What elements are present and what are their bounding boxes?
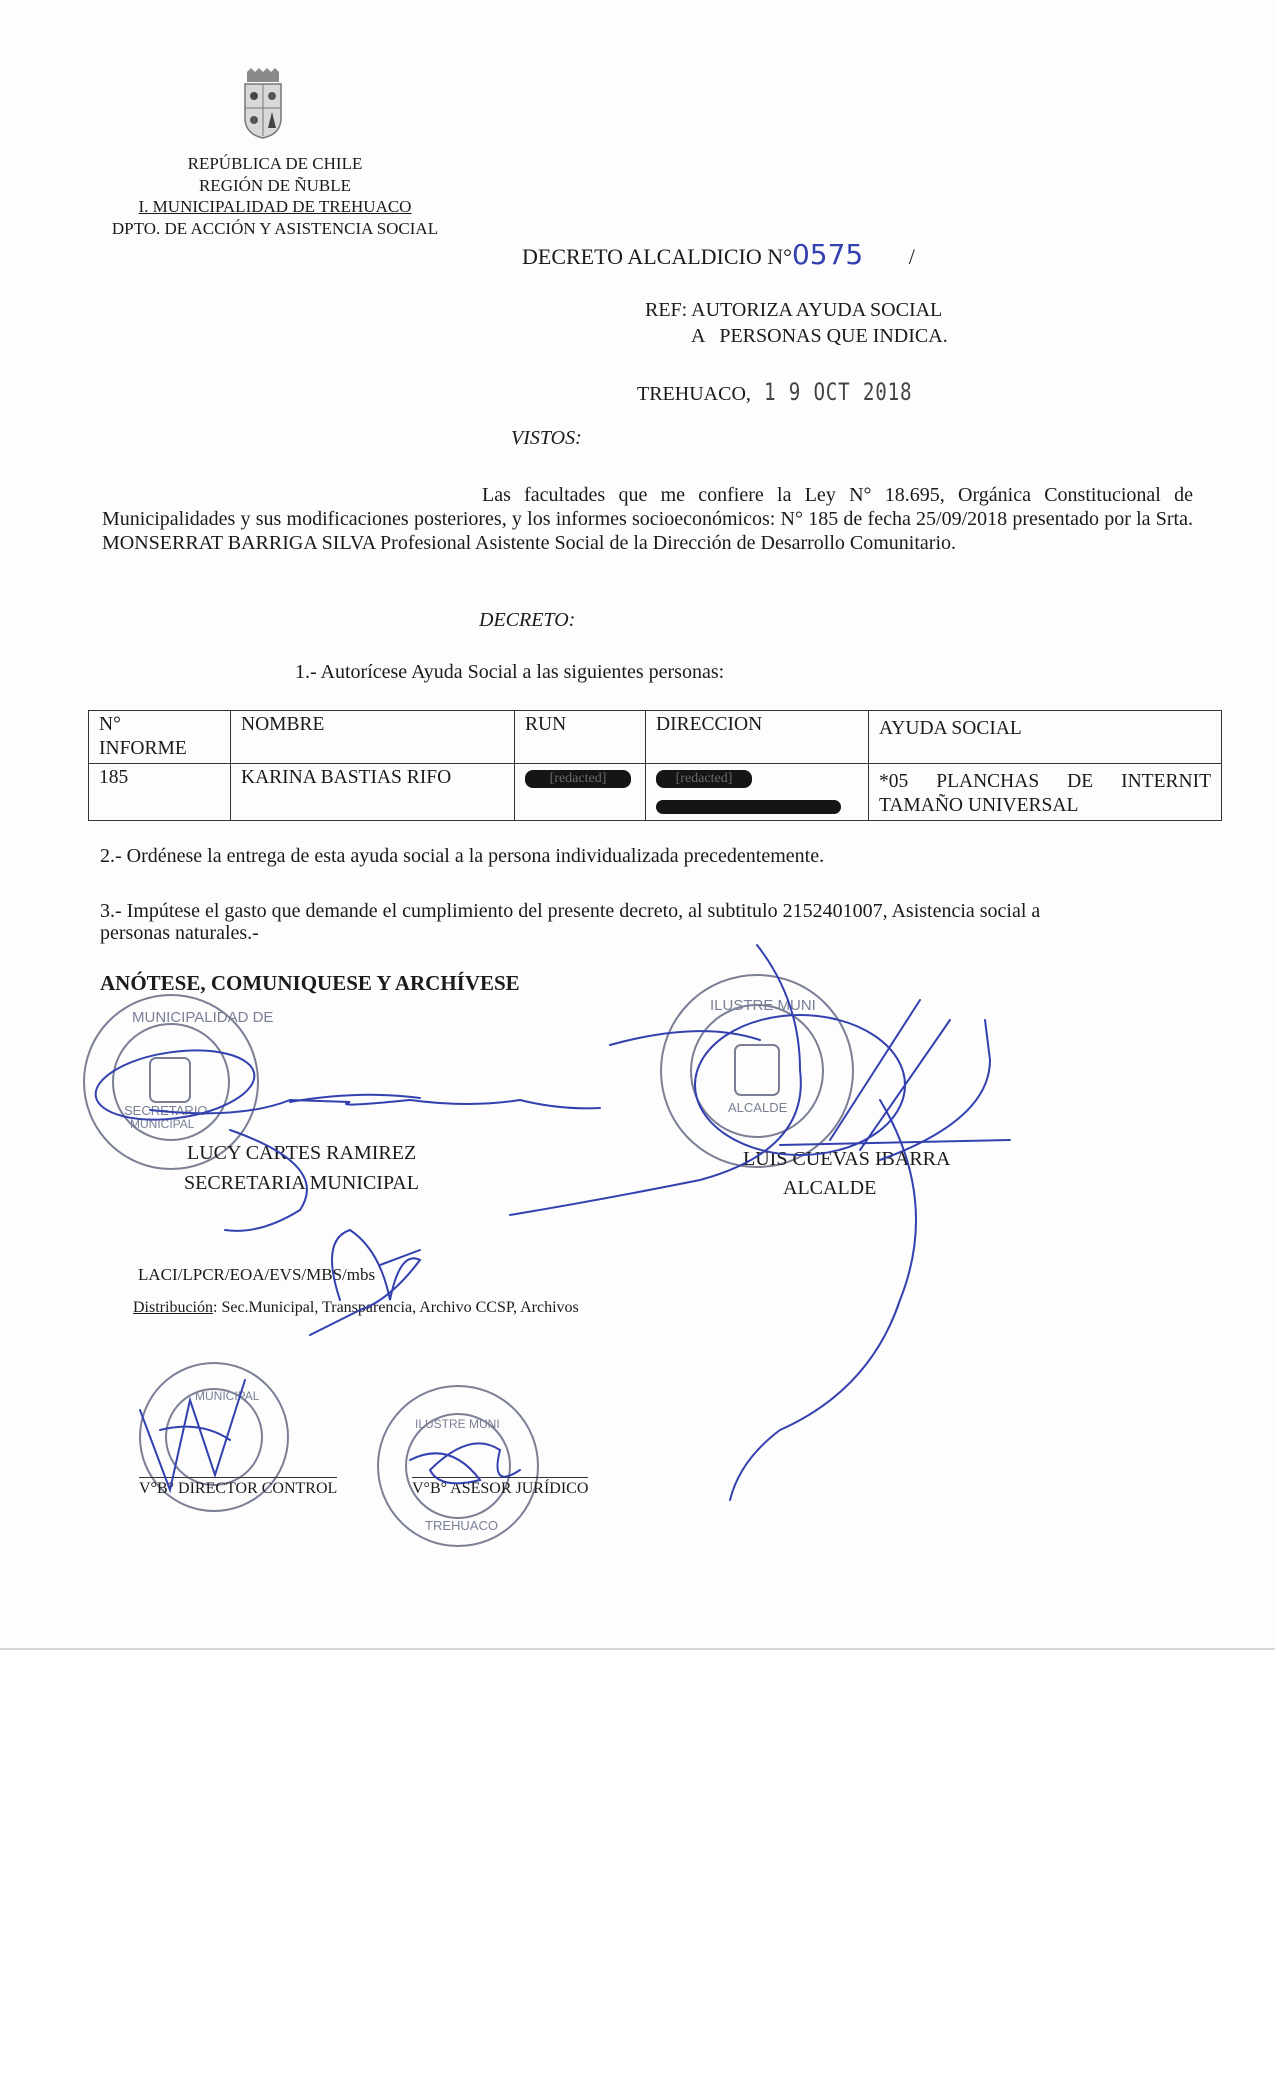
legal-approval: V°B° ASESOR JURÍDICO [412, 1477, 588, 1498]
decreto-heading: DECRETO: [479, 609, 576, 631]
place: TREHUACO, [637, 383, 751, 405]
closing-formula: ANÓTESE, COMUNIQUESE Y ARCHÍVESE [100, 971, 520, 995]
run-redaction: [redacted] [525, 770, 631, 788]
svg-text:ILUSTRE MUNI: ILUSTRE MUNI [710, 997, 816, 1014]
header-municipality: I. MUNICIPALIDAD DE TREHUACO [138, 197, 412, 216]
decree-title [522, 238, 915, 271]
ref-line-2: A PERSONAS QUE INDICA. [691, 325, 948, 347]
header-region: REGIÓN DE ÑUBLE [198, 175, 352, 195]
vistos-paragraph: Las facultades que me confiere la Ley N° 18.695, Orgánica Constitucional de Municipalidades y sus modificaciones posteriores, y los informes socioeconómicos: N° 185 de fecha 25/09/2018 presentado por la Srta. MONSERRAT BARRIGA SILVA Profesional Asistente Social de la Dirección de Desarrollo Comunitario. [102, 484, 1193, 554]
header-department: DPTO. DE ACCIÓN Y ASISTENCIA SOCIAL [111, 218, 439, 238]
ref-line-1: REF: AUTORIZA AYUDA SOCIAL [645, 299, 943, 321]
cell-informe: 185 [89, 764, 231, 821]
svg-text:ALCALDE: ALCALDE [728, 1100, 788, 1115]
stamp-legal-icon [378, 1386, 538, 1546]
decreto-item-1: 1.- Autorícese Ayuda Social a las siguientes personas: [295, 661, 725, 683]
svg-text:MUNICIPAL: MUNICIPAL [130, 1117, 195, 1131]
control-signature-icon [140, 1380, 245, 1490]
column-header-informe: N° INFORME [89, 711, 231, 764]
stamp-mayor-icon [661, 975, 853, 1167]
cell-ayuda: *05 PLANCHAS DE INTERNIT TAMAÑO UNIVERSAL [869, 764, 1222, 821]
svg-text:MUNICIPAL: MUNICIPAL [195, 1389, 260, 1403]
coat-of-arms-icon [241, 68, 285, 140]
decree-slash: / [908, 244, 915, 269]
table-header-row [89, 711, 1222, 764]
svg-text:MUNICIPALIDAD DE: MUNICIPALIDAD DE [132, 1009, 274, 1026]
decree-title-label: DECRETO ALCALDICIO N° [522, 244, 792, 269]
decreto-item-3-cont: personas naturales.- [100, 922, 259, 944]
distribution-line [133, 1299, 579, 1317]
secretary-title: SECRETARIA MUNICIPAL [184, 1172, 419, 1194]
header-block [75, 153, 475, 239]
column-header-nombre: NOMBRE [231, 711, 515, 764]
svg-text:TREHUACO: TREHUACO [425, 1518, 498, 1533]
svg-text:ILUSTRE MUNI: ILUSTRE MUNI [415, 1417, 500, 1431]
distribution-label: Distribución [133, 1299, 213, 1316]
direccion-redaction-line-2 [656, 800, 841, 814]
decree-number: 0575 [791, 238, 864, 271]
direccion-redaction: [redacted] [656, 770, 752, 788]
date-stamp: 1 9 OCT 2018 [763, 378, 913, 406]
column-header-direccion: DIRECCION [646, 711, 869, 764]
column-header-ayuda: AYUDA SOCIAL [869, 711, 1222, 764]
secretary-name: LUCY CARTES RAMIREZ [187, 1142, 417, 1164]
decreto-item-3: 3.- Impútese el gasto que demande el cumplimiento del presente decreto, al subtitulo 2152401007, Asistencia social a [100, 900, 1041, 922]
mayor-name: LUIS CUEVAS IBARRA [743, 1148, 951, 1170]
svg-text:SECRETARIO: SECRETARIO [124, 1103, 208, 1118]
beneficiaries-table [88, 710, 1222, 821]
mayor-title: ALCALDE [783, 1177, 877, 1199]
column-header-run: RUN [515, 711, 646, 764]
cell-direccion-redacted [646, 764, 869, 821]
place-date [637, 378, 949, 406]
secretary-signature-icon [91, 1041, 600, 1231]
vistos-heading: VISTOS: [511, 427, 582, 449]
table-row [89, 764, 1222, 821]
initials-line: LACI/LPCR/EOA/EVS/MBS/mbs [138, 1265, 376, 1284]
distribution-list: : Sec.Municipal, Transparencia, Archivo CCSP, Archivos [213, 1299, 579, 1316]
decreto-item-2: 2.- Ordénese la entrega de esta ayuda social a la persona individualizada precedentemente. [100, 845, 825, 867]
mayor-signature-icon [510, 945, 1010, 1500]
cell-run-redacted [515, 764, 646, 821]
control-approval: V°B° DIRECTOR CONTROL [139, 1477, 337, 1498]
header-country: REPÚBLICA DE CHILE [187, 154, 363, 173]
cell-nombre: KARINA BASTIAS RIFO [231, 764, 515, 821]
